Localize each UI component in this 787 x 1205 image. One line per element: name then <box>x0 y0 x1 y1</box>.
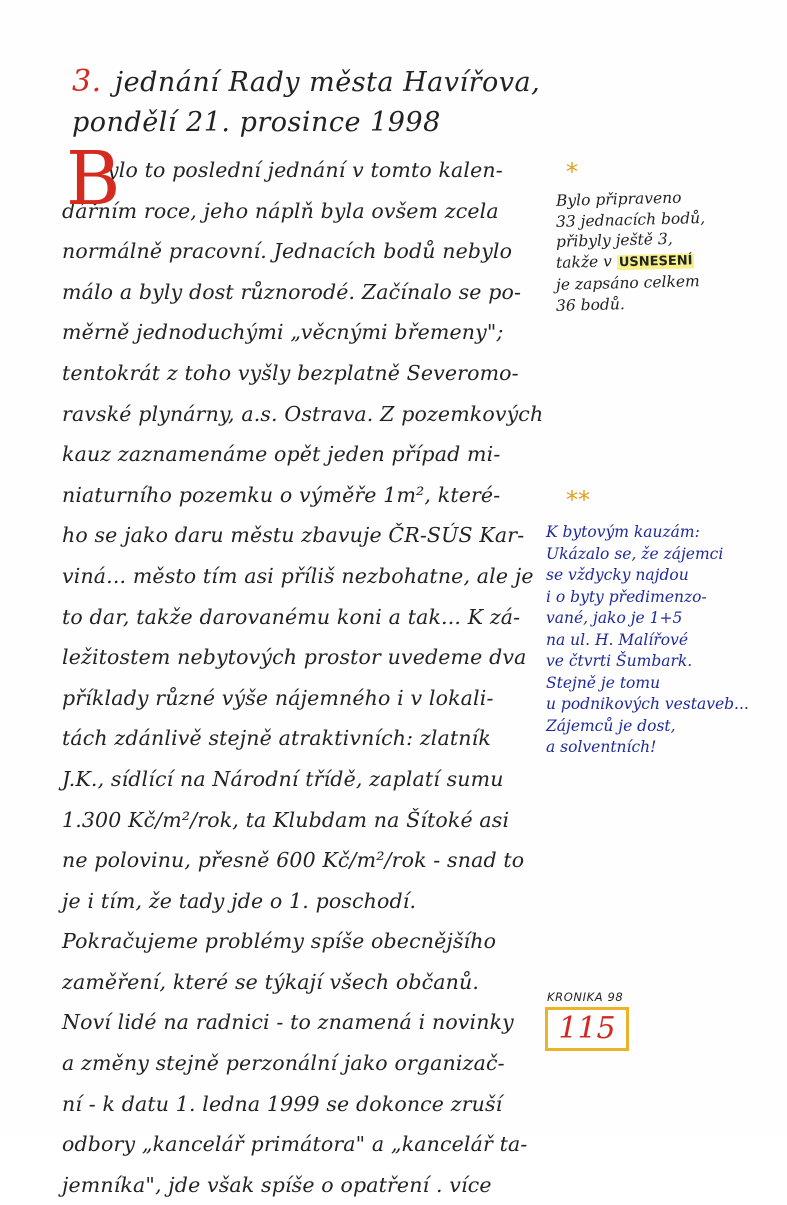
note-line: Ukázalo se, že zájemci <box>546 544 724 563</box>
text-line: ne polovinu, přesně 600 Kč/m²/rok - snad to <box>62 848 525 873</box>
text-line: ho se jako daru městu zbavuje ČR-SÚS Kar- <box>62 523 525 548</box>
main-text <box>62 136 552 1205</box>
note-line: ve čtvrti Šumbark. <box>546 652 693 670</box>
text-line: Noví lidé na radnici - to znamená i novinky <box>62 1010 514 1035</box>
page-heading <box>72 62 540 143</box>
page-number-box <box>545 1007 629 1051</box>
note-line: Zájemců je dost, <box>546 716 676 735</box>
text-line: ní - k datu 1. ledna 1999 se dokonce zruší <box>62 1091 503 1116</box>
text-line: to dar, takže darovanému koni a tak... K zá- <box>62 604 521 629</box>
note-line: na ul. H. Malířové <box>546 630 689 649</box>
note-line: se vždycky najdou <box>546 566 689 584</box>
note-line: K bytovým kauzám: <box>546 523 700 541</box>
text-line: zaměření, které se týkají všech občanů. <box>62 969 479 994</box>
note-line-prefix: takže v <box>555 251 613 272</box>
note-line: 36 bodů. <box>555 294 625 315</box>
text-line: tentokrát z toho vyšly bezplatně Severomo- <box>62 360 519 385</box>
text-line: ležitostem nebytových prostor uvedeme dva <box>62 645 527 670</box>
text-line: odbory „kancelář primátora" a „kancelář ta- <box>62 1132 528 1157</box>
kronika-label: KRONIKA 98 <box>547 990 624 1004</box>
note-line: Bylo připraveno <box>555 188 682 210</box>
text-line: příklady různé výše nájemného i v lokali- <box>62 685 494 710</box>
text-line: niaturního pozemku o výměře 1m², které- <box>62 482 501 507</box>
note-line: a solventních! <box>546 738 657 756</box>
margin-note-2 <box>546 522 782 759</box>
note-line: vané, jako je 1+5 <box>546 609 683 627</box>
note-line: i o byty předimenzo- <box>546 587 707 606</box>
text-line: a změny stejně perzonální jako organizač- <box>62 1051 505 1076</box>
heading-line-2: pondělí 21. prosince 1998 <box>72 107 441 138</box>
heading-line-1: jednání Rady města Havířova, <box>114 67 541 98</box>
text-line: viná... město tím asi příliš nezbohatne, ale je <box>62 563 534 588</box>
text-line: tách zdánlivě stejně atraktivních: zlatník <box>62 726 491 751</box>
meeting-number: 3. <box>72 64 102 99</box>
margin-note-1 <box>556 188 776 313</box>
usneseni-highlight: USNESENÍ <box>618 252 693 270</box>
note-line: je zapsáno celkem <box>555 272 700 294</box>
asterisk-marker-1: * <box>566 158 578 186</box>
page-number: 115 <box>558 1011 616 1046</box>
text-line: Pokračujeme problémy spíše obecnějšího <box>62 929 497 954</box>
text-line: normálně pracovní. Jednacích bodů nebylo <box>62 239 513 264</box>
drop-cap: B <box>66 136 121 222</box>
text-line: 1.300 Kč/m²/rok, ta Klubdam na Šítoké asi <box>62 807 510 832</box>
note-line: přibyly ještě 3, <box>555 229 673 251</box>
note-line: Stejně je tomu <box>546 673 661 692</box>
text-line: je i tím, že tady jde o 1. poschodí. <box>62 888 417 913</box>
note-line: 33 jednacích bodů, <box>555 208 706 231</box>
text-line: J.K., sídlící na Národní třídě, zaplatí sumu <box>62 766 504 791</box>
text-line: kauz zaznamenáme opět jeden případ mi- <box>62 442 501 467</box>
text-line: jemníka", jde však spíše o opatření . více <box>62 1172 492 1197</box>
text-line: dářním roce, jeho náplň byla ovšem zcela <box>62 198 499 223</box>
text-line: měrně jednoduchými „věcnými břemeny"; <box>62 320 504 345</box>
text-line: málo a byly dost různorodé. Začínalo se po- <box>62 279 522 304</box>
text-line: ylo to poslední jednání v tomto kalen- <box>107 158 503 182</box>
asterisk-marker-2: ** <box>566 486 590 514</box>
note-line: u podnikových vestaveb... <box>546 695 749 713</box>
text-line: ravské plynárny, a.s. Ostrava. Z pozemkových <box>62 401 544 426</box>
